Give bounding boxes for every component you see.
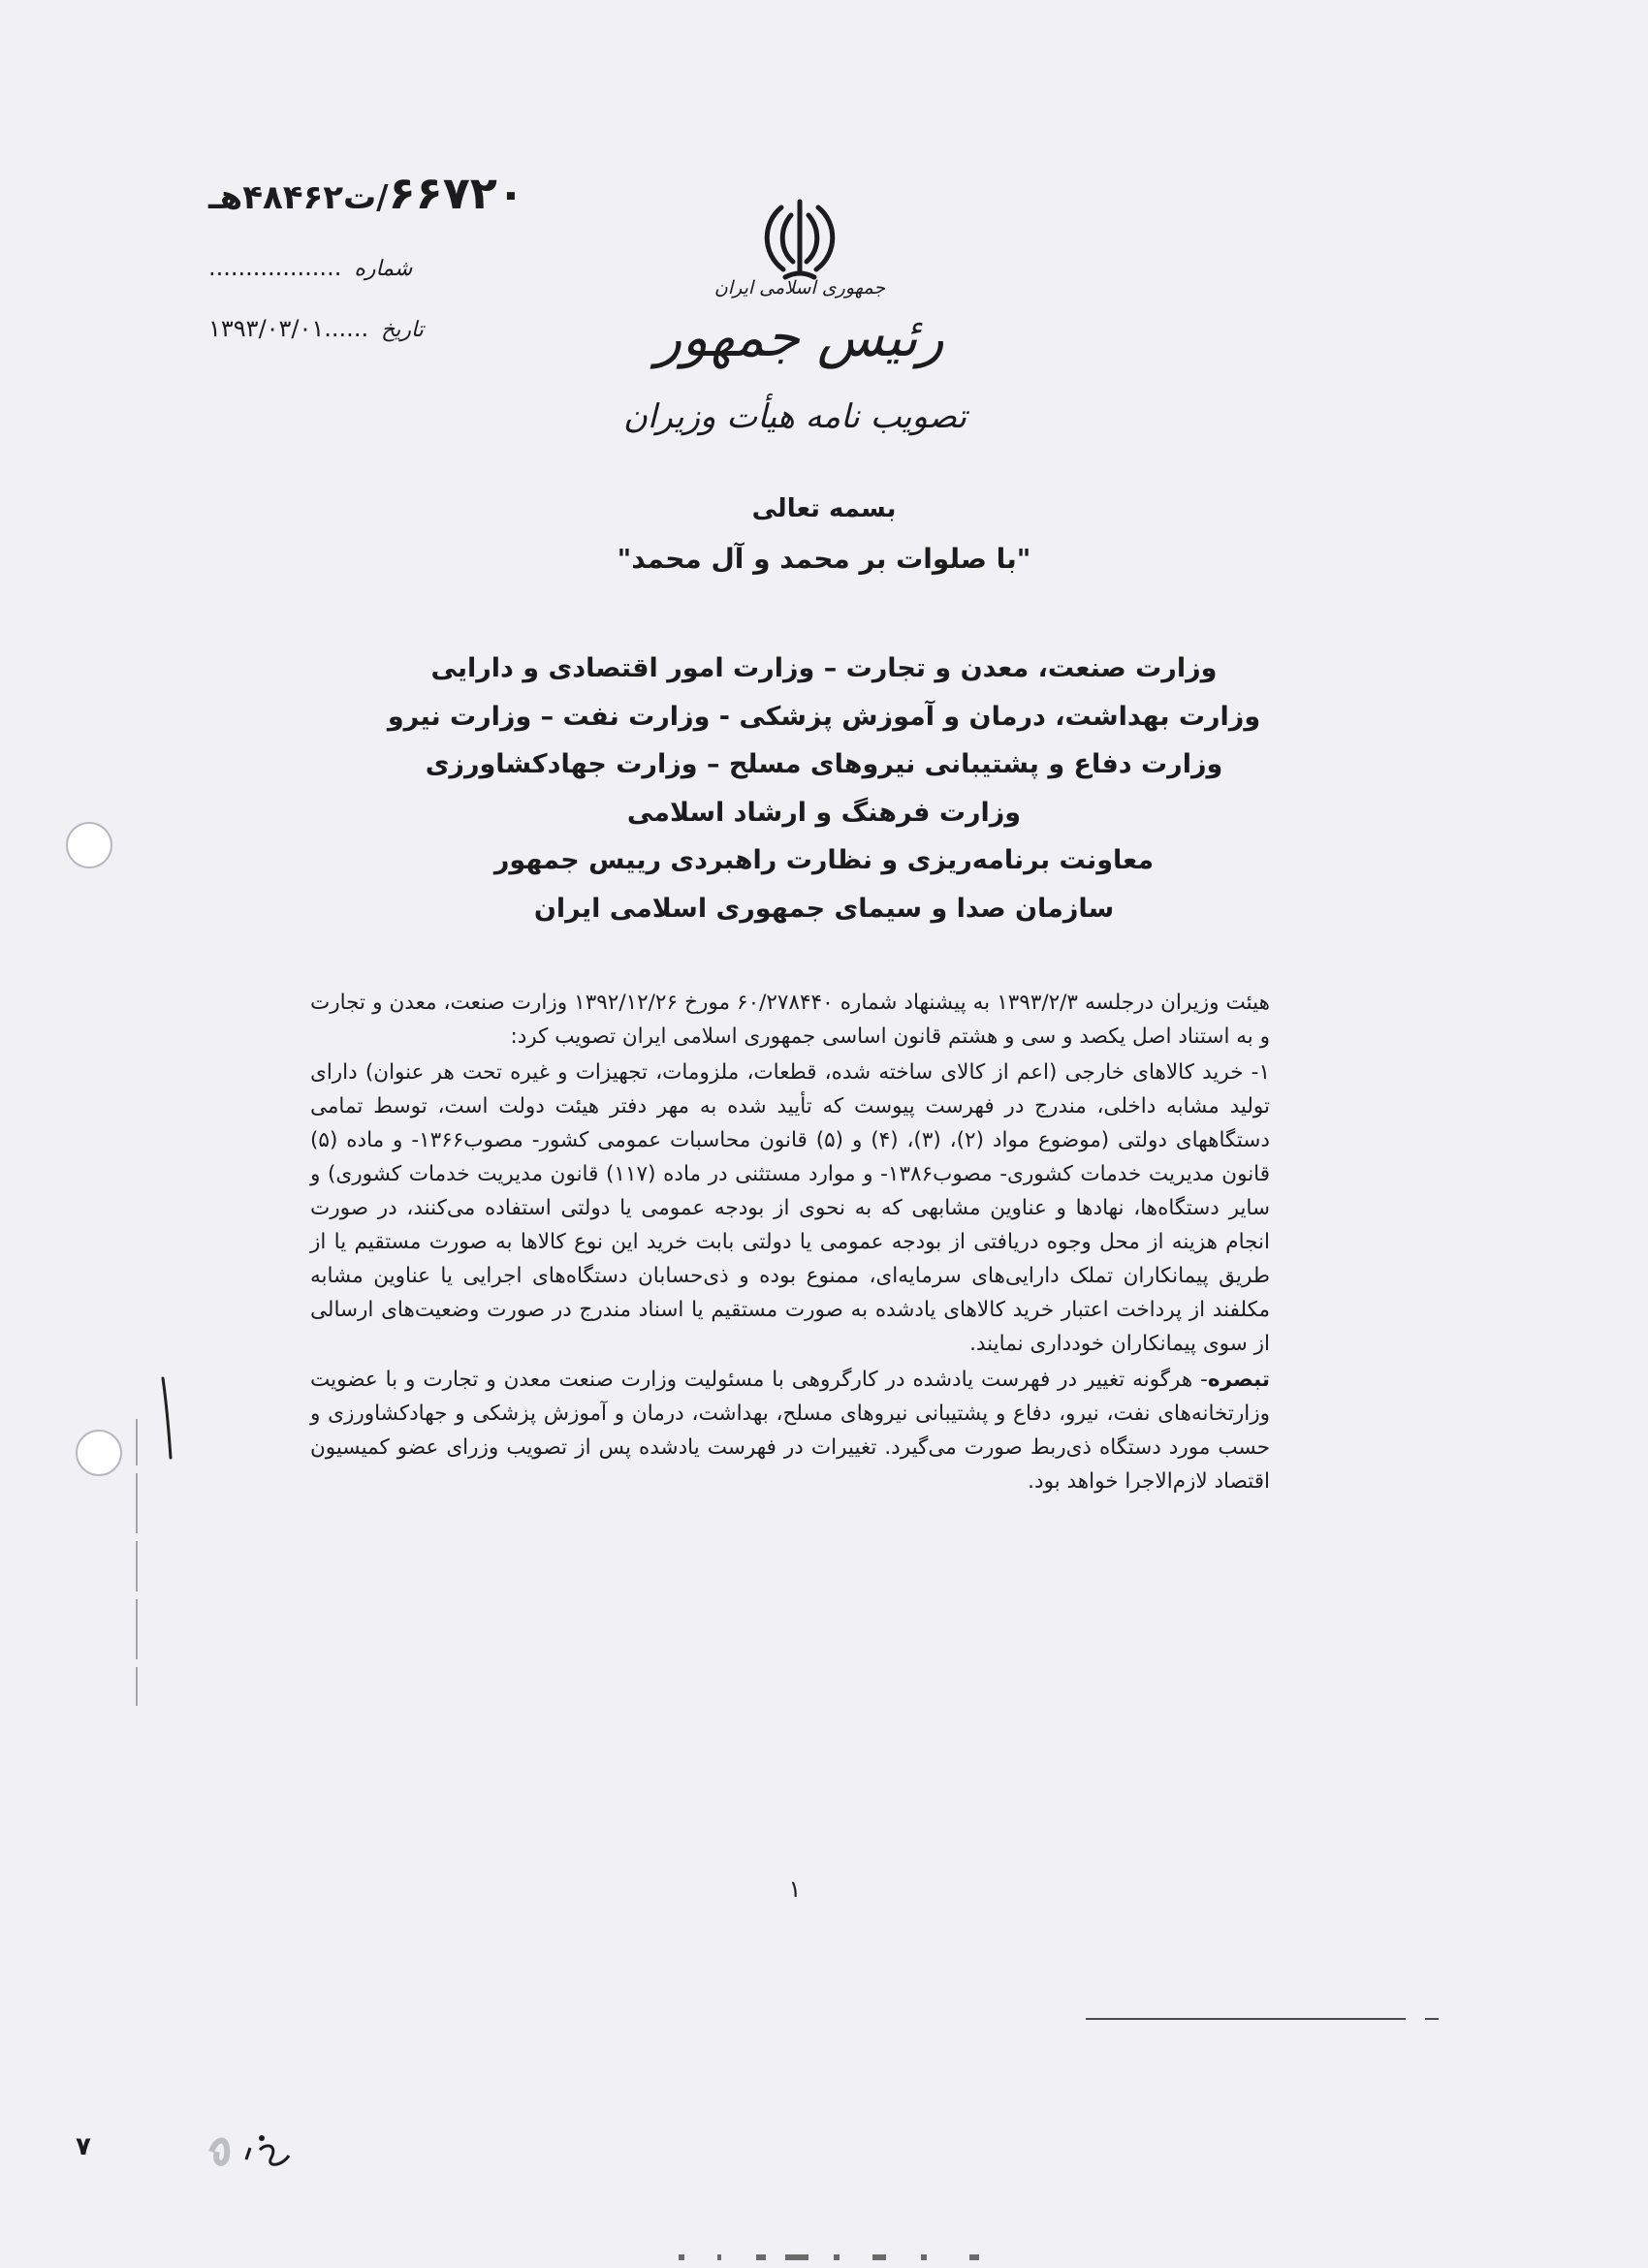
note-paragraph [310, 1363, 1270, 1498]
margin-note [131, 1415, 145, 1706]
iran-emblem-icon [756, 194, 843, 286]
date-field [208, 315, 424, 342]
recipient-item: سازمان صدا و سیمای جمهوری اسلامی ایران [533, 893, 1115, 924]
recipient-item: وزارت دفاع و پشتیبانی نیروهای مسلح – وزارت جهادکشاورزی [425, 749, 1223, 779]
recipient-item: وزارت فرهنگ و ارشاد اسلامی [626, 797, 1022, 828]
bottom-left-number: ۷ [76, 2132, 91, 2161]
footer-rule-dash [1425, 2018, 1439, 2020]
date-value: ......۱۳۹۳/۰۳/۰۱ [208, 315, 369, 342]
note-text: - هرگونه تغییر در فهرست یادشده در کارگروهی با مسئولیت وزارت صنعت معدن و تجارت و با عضویت وزارتخانه‌های نفت، نیرو، دفاع و پشتیبانی نیروهای مسلح، بهداشت، درمان و آموزش پزشکی و جهادکشاورزی و حسب مورد دستگاه ذی‌ربط صورت می‌گیرد. تغییرات در فهرست یادشده پس از تصویب وزرای عضو کمیسیون اقتصاد لازم‌الاجرا خواهد بود. [310, 1368, 1270, 1494]
faded-margin-text [131, 1415, 143, 1706]
invocation-line-1: بسمه تعالی [751, 494, 897, 523]
reference-typed: /ت۴۸۴۶۲هـ [208, 178, 389, 217]
reference-number [208, 167, 524, 219]
number-field [208, 254, 412, 281]
decree-intro: هیئت وزیران درجلسه ۱۳۹۳/۲/۳ به پیشنهاد شماره ۶۰/۲۷۸۴۴۰ مورخ ۱۳۹۲/۱۲/۲۶ وزارت صنعت، معدن و تجارت و به استناد اصل یکصد و سی و هشتم قانون اساسی جمهوری اسلامی ایران تصویب کرد: [310, 991, 1270, 1049]
number-label: شماره [354, 257, 413, 281]
page-number: ۱ [788, 1875, 802, 1903]
office-title: رئیس جمهور [655, 306, 944, 369]
recipient-list [368, 645, 1280, 932]
scan-artifact [679, 2251, 1047, 2264]
punch-hole [76, 1430, 122, 1476]
invocation-line-2: "با صلوات بر محمد و آل محمد" [617, 543, 1031, 575]
date-label: تاریخ [381, 318, 424, 342]
recipient-item: وزارت بهداشت، درمان و آموزش پزشکی - وزارت نفت – وزارت نیرو [387, 701, 1261, 732]
document-type: تصویب نامه هیأت وزیران [622, 397, 967, 436]
pen-mark [155, 1376, 174, 1460]
recipient-item: معاونت برنامه‌ریزی و نظارت راهبردی رییس جمهور [493, 845, 1155, 875]
number-value: .................. [208, 254, 342, 281]
country-name: جمهوری اسلامی ایران [713, 277, 886, 299]
punch-hole [66, 822, 112, 868]
recipient-item: وزارت صنعت، معدن و تجارت – وزارت امور اقتصادی و دارایی [430, 653, 1218, 683]
footer-rule [1086, 2018, 1406, 2020]
handwritten-initials [204, 2123, 310, 2176]
decree-body [310, 986, 1270, 1500]
article-1: ۱- خرید کالاهای خارجی (اعم از کالای ساخته شده، قطعات، ملزومات، تجهیزات و غیره تحت هر عنوان) دارای تولید مشابه داخلی، مندرج در فهرست پیوست که تأیید شده به مهر دفتر هیئت دولت است، توسط تمامی دستگاههای دولتی (موضوع مواد (۲)، (۳)، (۴) و (۵) قانون محاسبات عمومی کشور- مصوب۱۳۶۶- و ماده (۵) قانون مدیریت خدمات کشوری- مصوب۱۳۸۶- و موارد مستثنی در ماده (۱۱۷) قانون مدیریت خدمات کشوری) و سایر دستگاه‌ها، نهادها و عناوین مشابهی که به نحوی از بودجه عمومی یا دولتی استفاده می‌کنند، در صورت انجام هزینه از محل وجوه دریافتی از بودجه عمومی یا دولتی بابت خرید این نوع کالاها به صورت مستقیم یا از طریق پیمانکاران تملک دارایی‌های سرمایه‌ای، ممنوع بوده و ذی‌حسابان دستگاه‌های اجرایی یا عناوین مشابه مکلفند از پرداخت اعتبار خرید کالاهای یادشده به صورت مستقیم یا اسناد مندرج در صورت وضعیت‌های ارسالی از سوی پیمانکاران خودداری نمایند. [310, 1060, 1271, 1356]
note-label: تبصره [1207, 1368, 1270, 1392]
reference-handwritten: ۶۶۷۲۰ [388, 167, 524, 219]
